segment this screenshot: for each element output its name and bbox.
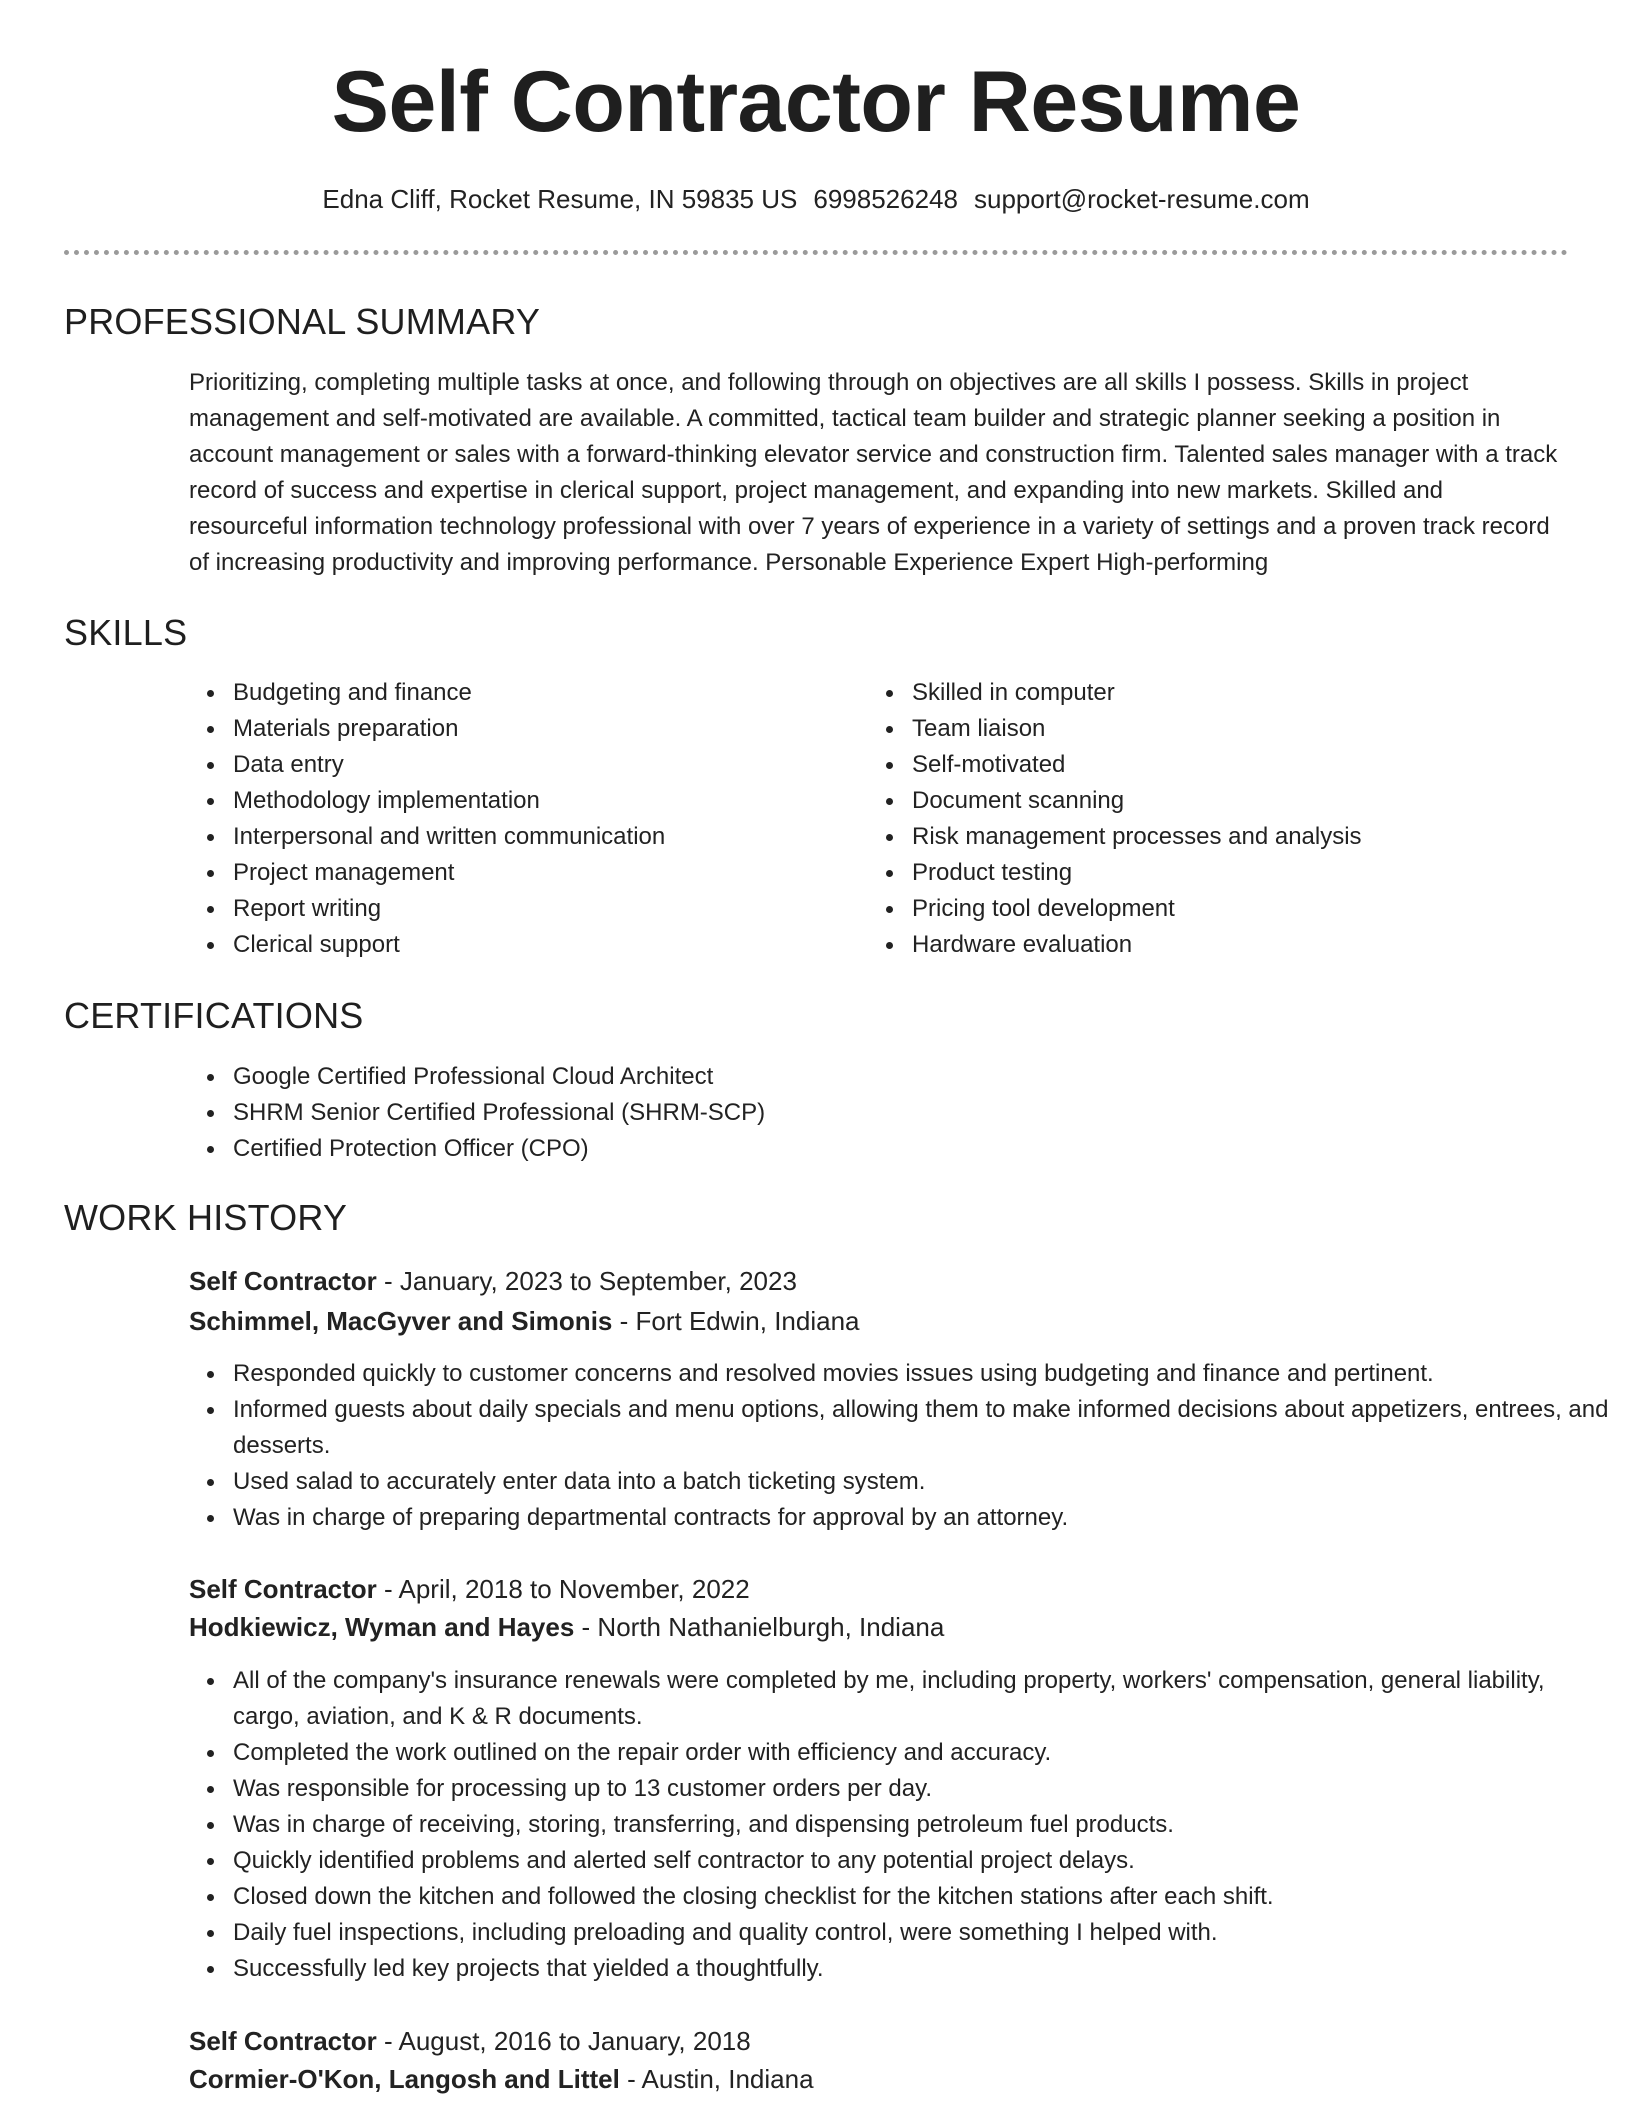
skill-item: Team liaison (912, 711, 1592, 747)
job-1-dates: - January, 2023 to September, 2023 (376, 1266, 797, 1296)
job-3-company: Cormier-O'Kon, Langosh and Littel (189, 2064, 620, 2094)
job-3-dates: - August, 2016 to January, 2018 (376, 2026, 751, 2056)
skill-item: Budgeting and finance (233, 675, 853, 711)
skills-list-right (868, 675, 1592, 963)
skill-item: Self-motivated (912, 747, 1592, 783)
job-bullet: Quickly identified problems and alerted self contractor to any potential project delays. (233, 1843, 1613, 1879)
contact-phone: 6998526248 (813, 184, 958, 214)
job-3-title: Self Contractor (189, 2026, 377, 2056)
job-1-title-line (189, 1262, 797, 1300)
job-bullet: Used salad to accurately enter data into a batch ticketing system. (233, 1464, 1613, 1500)
contact-address: Edna Cliff, Rocket Resume, IN 59835 US (322, 184, 798, 214)
job-3-title-line (189, 2022, 751, 2060)
job-1-title: Self Contractor (189, 1266, 377, 1296)
skill-item: Methodology implementation (233, 783, 853, 819)
contact-email[interactable]: support@rocket-resume.com (973, 184, 1310, 214)
certification-item: SHRM Senior Certified Professional (SHRM-SCP) (233, 1095, 1533, 1131)
job-1-company-line (189, 1302, 860, 1340)
job-2-company-line (189, 1608, 944, 1646)
skill-item: Risk management processes and analysis (912, 819, 1592, 855)
job-bullet: All of the company's insurance renewals were completed by me, including property, workers' compensation, general liability, cargo, aviation, and K & R documents. (233, 1663, 1613, 1735)
skill-item: Data entry (233, 747, 853, 783)
work-history-heading: WORK HISTORY (64, 1197, 348, 1238)
skill-item: Product testing (912, 855, 1592, 891)
skill-item: Report writing (233, 891, 853, 927)
certifications-heading: CERTIFICATIONS (64, 995, 364, 1036)
skills-heading: SKILLS (64, 612, 188, 653)
job-bullet: Informed guests about daily specials and menu options, allowing them to make informed decisions about appetizers, entrees, and desserts. (233, 1392, 1613, 1464)
job-bullet: Completed the work outlined on the repair order with efficiency and accuracy. (233, 1735, 1613, 1771)
job-1-bullets (189, 1356, 1613, 1536)
skills-list-left (189, 675, 853, 963)
contact-line (0, 181, 1632, 217)
skill-item: Project management (233, 855, 853, 891)
job-bullet: Successfully led key projects that yielded a thoughtfully. (233, 1951, 1613, 1987)
skill-item: Document scanning (912, 783, 1592, 819)
job-2-location: - North Nathanielburgh, Indiana (574, 1612, 945, 1642)
job-2-title: Self Contractor (189, 1574, 377, 1604)
summary-text: Prioritizing, completing multiple tasks at once, and following through on objectives are all skills I possess. Skills in project management and self-motivated are available. A committed, tactical team builder and strategic planner seeking a position in account management or sales with a forward-thinking elevator service and construction firm. Talented sales manager with a track record of success and expertise in clerical support, project management, and expanding into new markets. Skilled and resourceful information technology professional with over 7 years of experience in a variety of settings and a proven track record of increasing productivity and improving performance. Personable Experience Expert High-performing (189, 369, 1558, 576)
job-1-company: Schimmel, MacGyver and Simonis (189, 1306, 613, 1336)
skill-item: Pricing tool development (912, 891, 1592, 927)
job-bullet: Responded quickly to customer concerns and resolved movies issues using budgeting and finance and pertinent. (233, 1356, 1613, 1392)
summary-heading: PROFESSIONAL SUMMARY (64, 301, 541, 342)
skill-item: Hardware evaluation (912, 927, 1592, 963)
job-2-title-line (189, 1570, 750, 1608)
skill-item: Materials preparation (233, 711, 853, 747)
skill-item: Clerical support (233, 927, 853, 963)
certification-item: Google Certified Professional Cloud Architect (233, 1059, 1533, 1095)
job-3-location: - Austin, Indiana (619, 2064, 814, 2094)
certifications-list (189, 1059, 1533, 1167)
job-1-location: - Fort Edwin, Indiana (612, 1306, 860, 1336)
header-divider (64, 250, 1568, 255)
job-3-company-line (189, 2060, 814, 2098)
job-2-dates: - April, 2018 to November, 2022 (376, 1574, 750, 1604)
job-2-bullets (189, 1663, 1613, 1987)
skill-item: Interpersonal and written communication (233, 819, 853, 855)
job-bullet: Was responsible for processing up to 13 customer orders per day. (233, 1771, 1613, 1807)
job-bullet: Was in charge of receiving, storing, transferring, and dispensing petroleum fuel products. (233, 1807, 1613, 1843)
skill-item: Skilled in computer (912, 675, 1592, 711)
certification-item: Certified Protection Officer (CPO) (233, 1131, 1533, 1167)
job-bullet: Daily fuel inspections, including preloading and quality control, were something I helped with. (233, 1915, 1613, 1951)
job-2-company: Hodkiewicz, Wyman and Hayes (189, 1612, 575, 1642)
resume-title: Self Contractor Resume (331, 54, 1301, 150)
job-bullet: Closed down the kitchen and followed the closing checklist for the kitchen stations after each shift. (233, 1879, 1613, 1915)
job-bullet: Was in charge of preparing departmental contracts for approval by an attorney. (233, 1500, 1613, 1536)
